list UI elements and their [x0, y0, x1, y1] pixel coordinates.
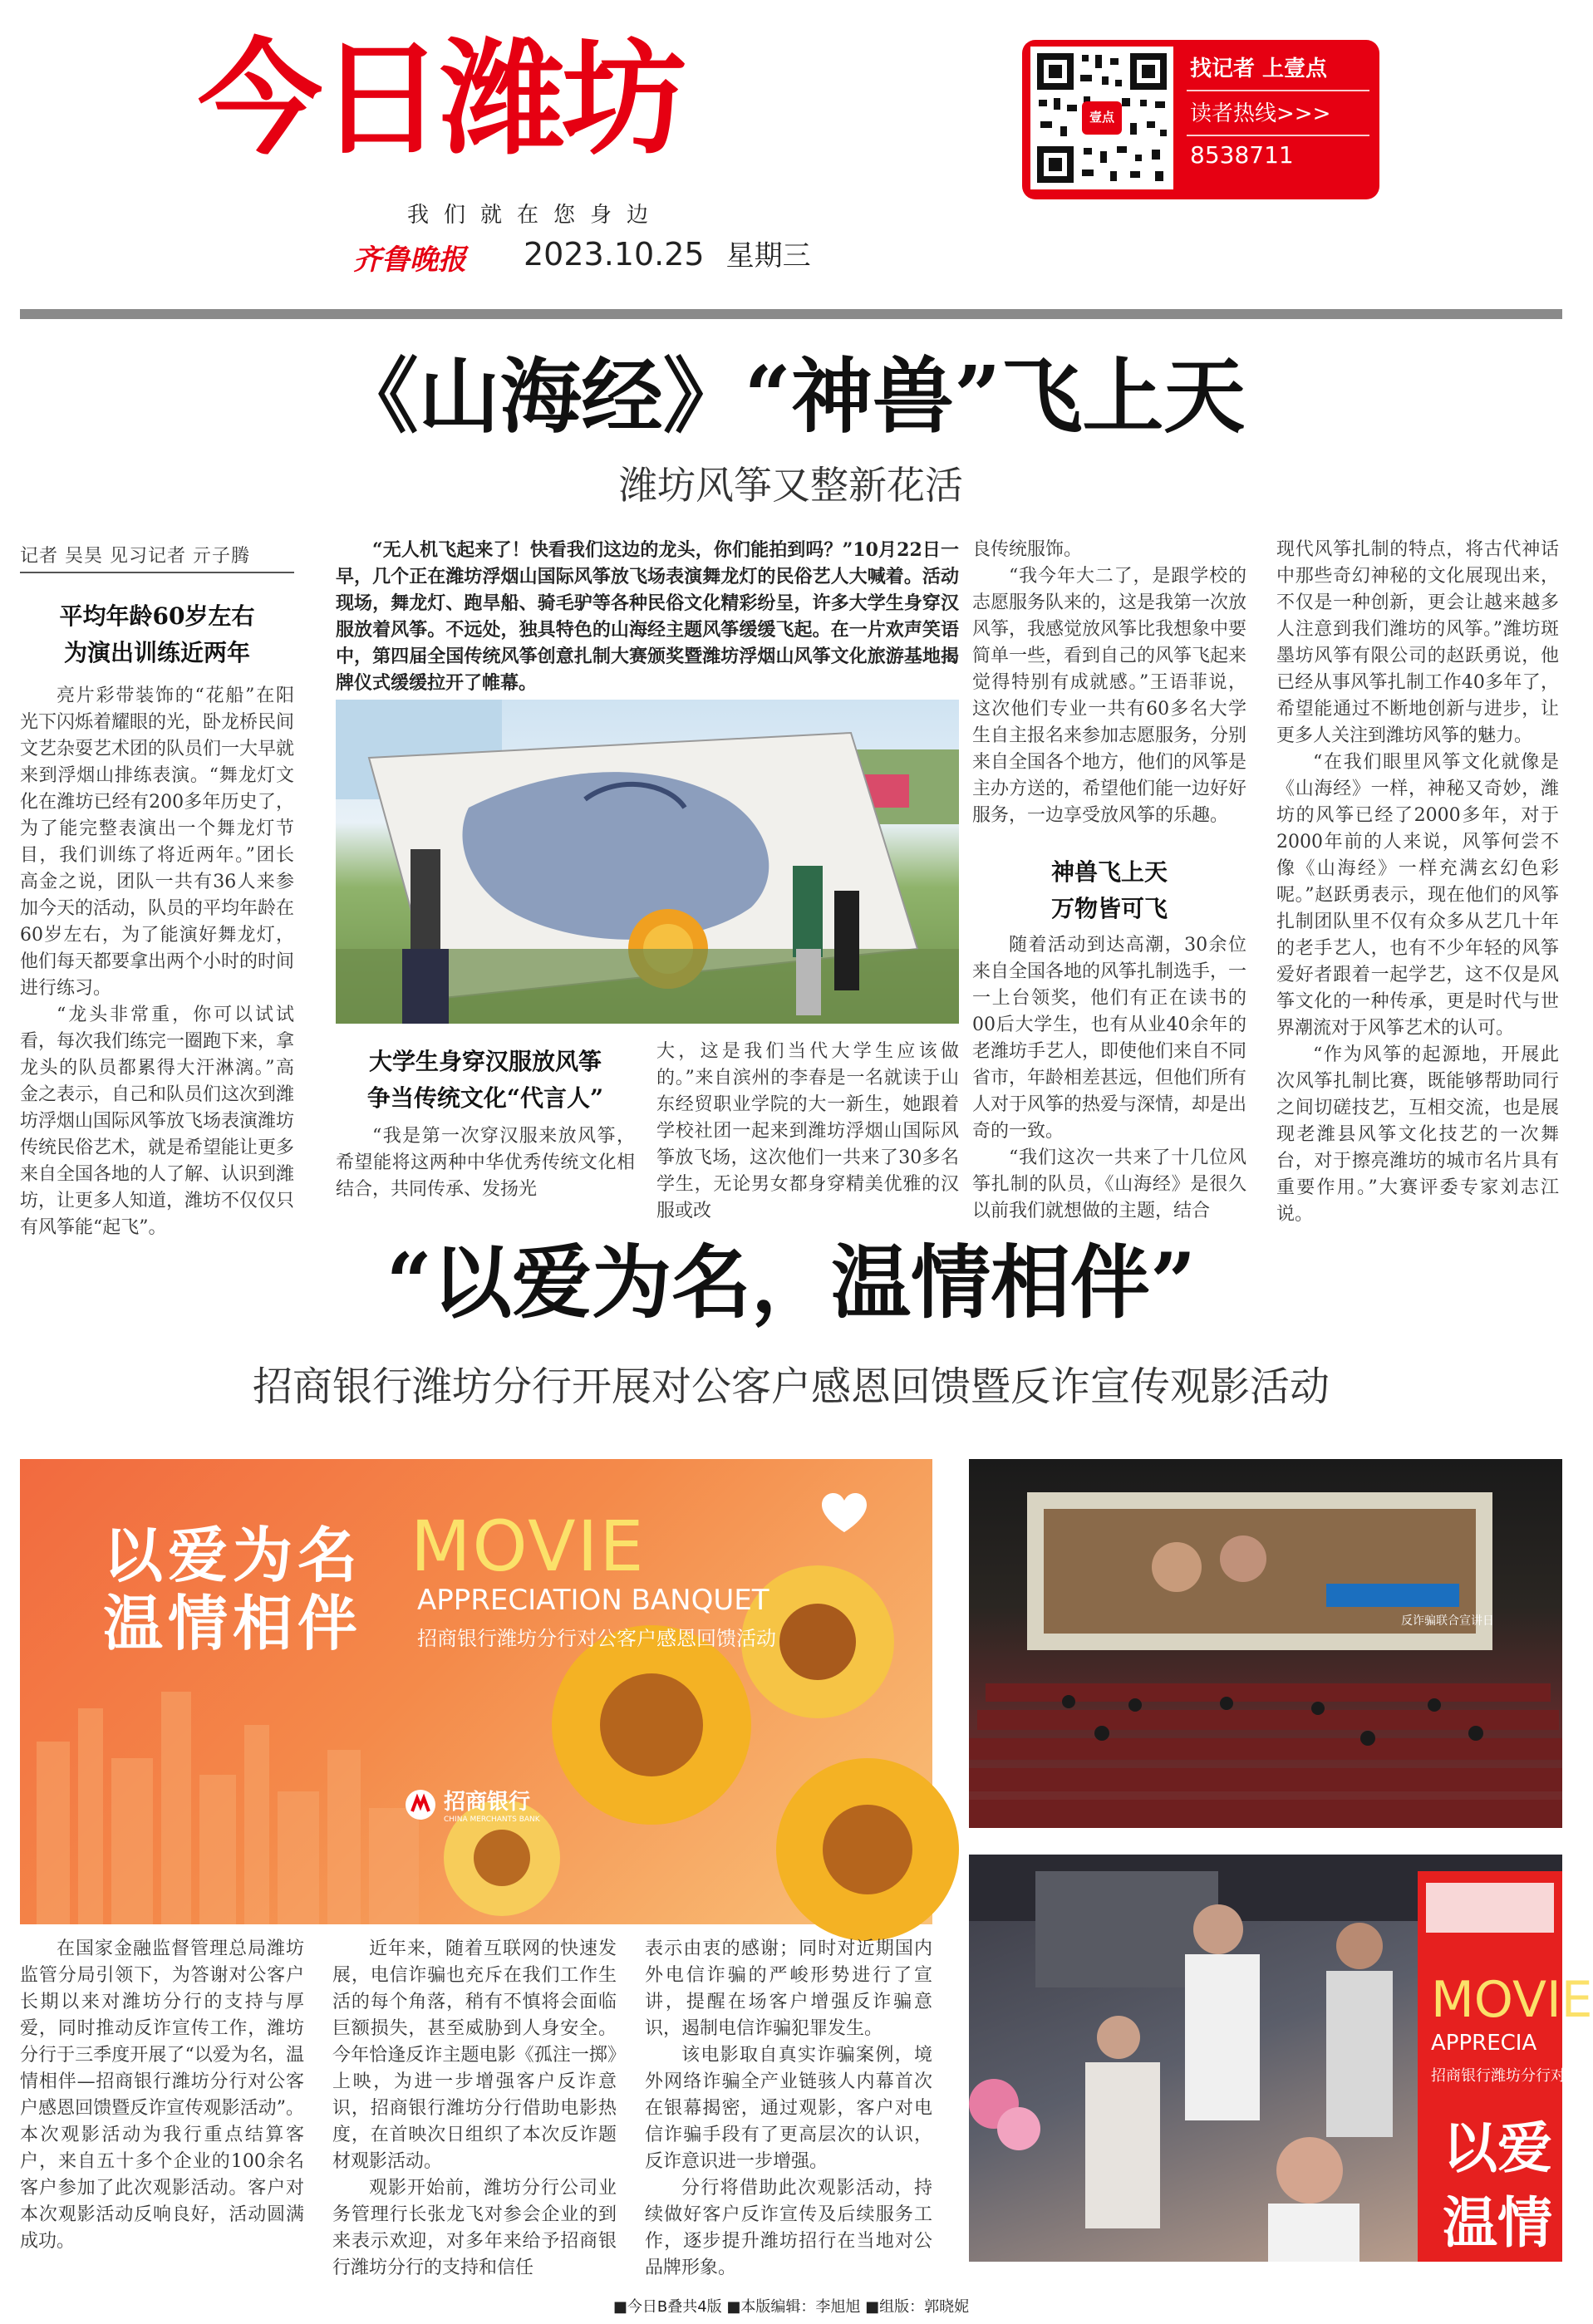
standee-appreciation: APPRECIA [1431, 2031, 1537, 2056]
paragraph: 观影开始前，潍坊分行公司业务管理行长张龙飞对参会企业的到来表示欢迎，对多年来给予招商银行潍坊分行的支持和信任 [332, 2178, 617, 2278]
article1-col1 [20, 683, 295, 1238]
masthead-rule [20, 309, 1562, 319]
article1-col3 [656, 1039, 959, 1221]
paragraph: “无人机飞起来了！快看我们这边的龙头，你们能拍到吗？”10月22日一早，几个正在潍坊浮烟山国际风筝放飞场表演舞龙灯的民俗艺人大喊着。活动现场，舞龙灯、跑旱船、骑毛驴等各种民俗文化精彩纷呈，许多大学生身穿汉服放着风筝。不远处，独具特色的山海经主题风筝缓缓飞起。在一片欢声笑语中，第四届全国传统风筝创意扎制大赛颁奖暨潍坊浮烟山风筝文化旅游基地揭牌仪式缓缓拉开了帷幕。 [336, 539, 959, 694]
issue-date [524, 233, 811, 273]
article2-subheadline: 招商银行潍坊分行开展对公客户感恩回馈暨反诈宣传观影活动 [252, 1363, 1330, 1410]
paragraph: “我们这次一共来了十几位风筝扎制的队员，《山海经》是很久以前我们就想做的主题，结合 [972, 1147, 1246, 1221]
issue-date-value: 2023.10.25 [524, 236, 705, 273]
subhead-line: 万物皆可飞 [1050, 895, 1168, 922]
poster-title-line1: 以爱为名 [103, 1521, 363, 1590]
bank-name-en: CHINA MERCHANTS BANK [444, 1815, 540, 1824]
masthead-slogan: 我们就在您身边 [407, 203, 664, 228]
hotline-divider [1187, 90, 1369, 91]
hotline-title: 找记者 上壹点 [1190, 57, 1328, 81]
subhead-line: 平均年龄60岁左右 [59, 602, 255, 630]
article1-subheadline: 潍坊风筝又整新花活 [619, 463, 963, 508]
poster-movie: MOVIE [411, 1506, 646, 1587]
bank-logo-icon [404, 1788, 437, 1821]
standee-line1: 以爱 [1443, 2116, 1552, 2180]
cinema-photo [969, 1459, 1562, 1828]
page-footer: ■今日B叠共4版 ■本版编辑：李旭旭 ■组版：郭晓妮 [612, 2298, 970, 2316]
masthead-logo: 今日潍坊 [198, 27, 684, 172]
subhead-line: 为演出训练近两年 [63, 639, 250, 666]
subhead-line: 神兽飞上天 [1050, 858, 1168, 886]
article1-col5 [1276, 537, 1559, 1225]
article1-col2 [336, 1123, 635, 1206]
article2-col1 [20, 1936, 304, 2268]
standee-bank: 招商银行潍坊分行对 [1431, 2067, 1566, 2085]
hotline-divider [1187, 135, 1369, 136]
paragraph: 该电影取自真实诈骗案例，境外网络诈骗全产业链骇人内幕首次在银幕揭密，通过观影，客户对电信诈骗手段有了更高层次的认识，反诈意识进一步增强。 [645, 2045, 932, 2172]
article2-col2 [332, 1936, 617, 2278]
paragraph: “我今年大二了，是跟学校的志愿服务队来的，这是我第一次放风筝，我感觉放风筝比我想象中要简单一些，看到自己的风筝飞起来觉得特别有成就感。”王语菲说，这次他们专业一共有60多名大学生自主报名来参加志愿服务，分别来自全国各个地方，他们的风筝是主办方送的，希望他们能一边好好服务，一边享受放风筝的乐趣。 [972, 566, 1247, 826]
paragraph: 在国家金融监督管理总局潍坊监管分局引领下，为答谢对公客户长期以来对潍坊分行的支持与厚爱，同时推动反诈宣传工作，潍坊分行于三季度开展了“以爱为名，温情相伴—招商银行潍坊分行对公客户感恩回馈暨反诈宣传观影活动”。本次观影活动为我行重点结算客户，来自五十多个企业的100余名客户参加了此次观影活动。客户对本次观影活动反响良好，活动圆满成功。 [20, 1938, 304, 2252]
paragraph: 分行将借助此次观影活动，持续做好客户反诈宣传及后续服务工作，逐步提升潍坊招行在当地对公品牌形象。 [645, 2178, 932, 2278]
paragraph: 良传统服饰。 [972, 539, 1083, 560]
paragraph: 随着活动到达高潮，30余位来自全国各地的风筝扎制选手，一一上台领奖，他们有正在读书的00后大学生，也有从业40余年的老潍坊手艺人，即使他们来自不同省市，年龄相差甚远，但他们所有人对于风筝的热爱与深情，却是出奇的一致。 [972, 935, 1247, 1142]
article1-subhead-3 [972, 854, 1246, 927]
kite-photo-image [336, 700, 959, 1024]
subhead-line: 争当传统文化“代言人” [366, 1084, 604, 1112]
kite-photo [336, 700, 959, 1024]
paragraph: “作为风筝的起源地，开展此次风筝扎制比赛，既能够帮助同行之间切磋技艺，互相交流，也是展现老潍县风筝文化技艺的一次舞台，对于擦亮潍坊的城市名片具有重要作用。”大赛评委专家刘志江说。 [1276, 1044, 1559, 1225]
bank-logo [404, 1785, 540, 1824]
article1-subhead-2 [336, 1044, 635, 1117]
event-photo [969, 1855, 1593, 2262]
paragraph: 亮片彩带装饰的“花船”在阳光下闪烁着耀眼的光，卧龙桥民间文艺杂耍艺术团的队员们一大早就来到浮烟山排练表演。“舞龙灯文化在潍坊已经有200多年历史了，为了能完整表演出一个舞龙灯节目，我们训练了将近两年。”团长高金之说，团队一共有36人来参加今天的活动，队员的平均年龄在60岁左右，为了能演好舞龙灯，他们每天都要拿出两个小时的时间进行练习。 [20, 685, 295, 999]
subhead-line: 大学生身穿汉服放风筝 [368, 1048, 602, 1075]
paragraph: 表示由衷的感谢；同时对近期国内外电信诈骗的严峻形势进行了宣讲，提醒在场客户增强反诈骗意识，遏制电信诈骗犯罪发生。 [645, 1938, 932, 2039]
byline-rule [20, 572, 294, 573]
poster-event: 招商银行潍坊分行对公客户感恩回馈活动 [417, 1627, 776, 1650]
article1-byline: 记者 吴昊 见习记者 亓子腾 [20, 546, 250, 567]
masthead-brand: 齐鲁晚报 [353, 243, 466, 277]
hotline-label: 读者热线>>> [1190, 101, 1331, 126]
issue-weekday: 星期三 [725, 239, 811, 273]
standee-movie: MOVIE [1431, 1971, 1593, 2029]
article2-headline: “以爱为名，温情相伴” [386, 1236, 1197, 1329]
article1-headline: 《山海经》“神兽”飞上天 [337, 349, 1246, 445]
article1-subhead-1 [20, 598, 294, 671]
event-poster [20, 1459, 932, 1924]
hotline-number[interactable]: 8538711 [1190, 141, 1294, 169]
article1-col4a [972, 537, 1246, 848]
screen-caption: 反诈骗联合宣讲日 [1401, 1614, 1494, 1628]
bank-name: 招商银行 [444, 1790, 531, 1815]
paragraph: 大，这是我们当代大学生应该做的。”来自滨州的李春是一名就读于山东经贸职业学院的大一新生，她跟着学校社团一起来到潍坊浮烟山国际风筝放飞场，这次他们一共来了30多名学生，无论男女都身穿精美优雅的汉服或改 [656, 1041, 959, 1221]
paragraph: “在我们眼里风筝文化就像是《山海经》一样，神秘又奇妙，潍坊的风筝已经了2000多年，对于2000年前的人来说，风筝何尝不像《山海经》一样充满玄幻色彩呢。”赵跃勇表示，现在他们的风筝扎制团队里不仅有众多从艺几十年的老手艺人，也有不少年轻的风筝爱好者跟着一起学艺，这不仅是风筝文化的一种传承，更是时代与世界潮流对于风筝艺术的认可。 [1276, 752, 1559, 1039]
poster-title-line2: 温情相伴 [103, 1589, 363, 1658]
paragraph: “我是第一次穿汉服来放风筝，希望能将这两种中华优秀传统文化相结合，共同传承、发扬光 [336, 1126, 635, 1200]
qr-badge: 壹点 [1089, 110, 1114, 125]
article2-col3 [645, 1936, 932, 2278]
paragraph: “龙头非常重，你可以试试看，每次我们练完一圈跑下来，拿龙头的队员都累得大汗淋漓。”高金之表示，自己和队员们这次到潍坊浮烟山国际风筝放飞场表演潍坊传统民俗艺术，就是希望能让更多来自全国各地的人了解、认识到潍坊，让更多人知道，潍坊不仅仅只有风筝能“起飞”。 [20, 1005, 295, 1238]
poster-banquet: APPRECIATION BANQUET [417, 1584, 769, 1617]
paragraph: 现代风筝扎制的特点，将古代神话中那些奇幻神秘的文化展现出来，不仅是一种创新，更会让越来越多人注意到我们潍坊的风筝。”潍坊斑墨坊风筝有限公司的赵跃勇说，他已经从事风筝扎制工作40多年了，希望能通过不断地创新与进步，让更多人关注到潍坊风筝的魅力。 [1276, 539, 1559, 746]
standee-line2: 温情 [1443, 2191, 1552, 2255]
paragraph: 近年来，随着互联网的快速发展，电信诈骗也充斥在我们工作生活的每个角落，稍有不慎将会面临巨额损失，甚至威胁到人身安全。今年恰逢反诈主题电影《孤注一掷》上映，为进一步增强客户反诈意识，招商银行潍坊分行借助电影热度，在首映次日组织了本次反诈题材观影活动。 [332, 1938, 617, 2172]
article1-lede [336, 537, 959, 694]
article1-col4b [972, 932, 1247, 1221]
qr-code[interactable] [1030, 47, 1173, 189]
cinema-photo-image [969, 1459, 1562, 1828]
